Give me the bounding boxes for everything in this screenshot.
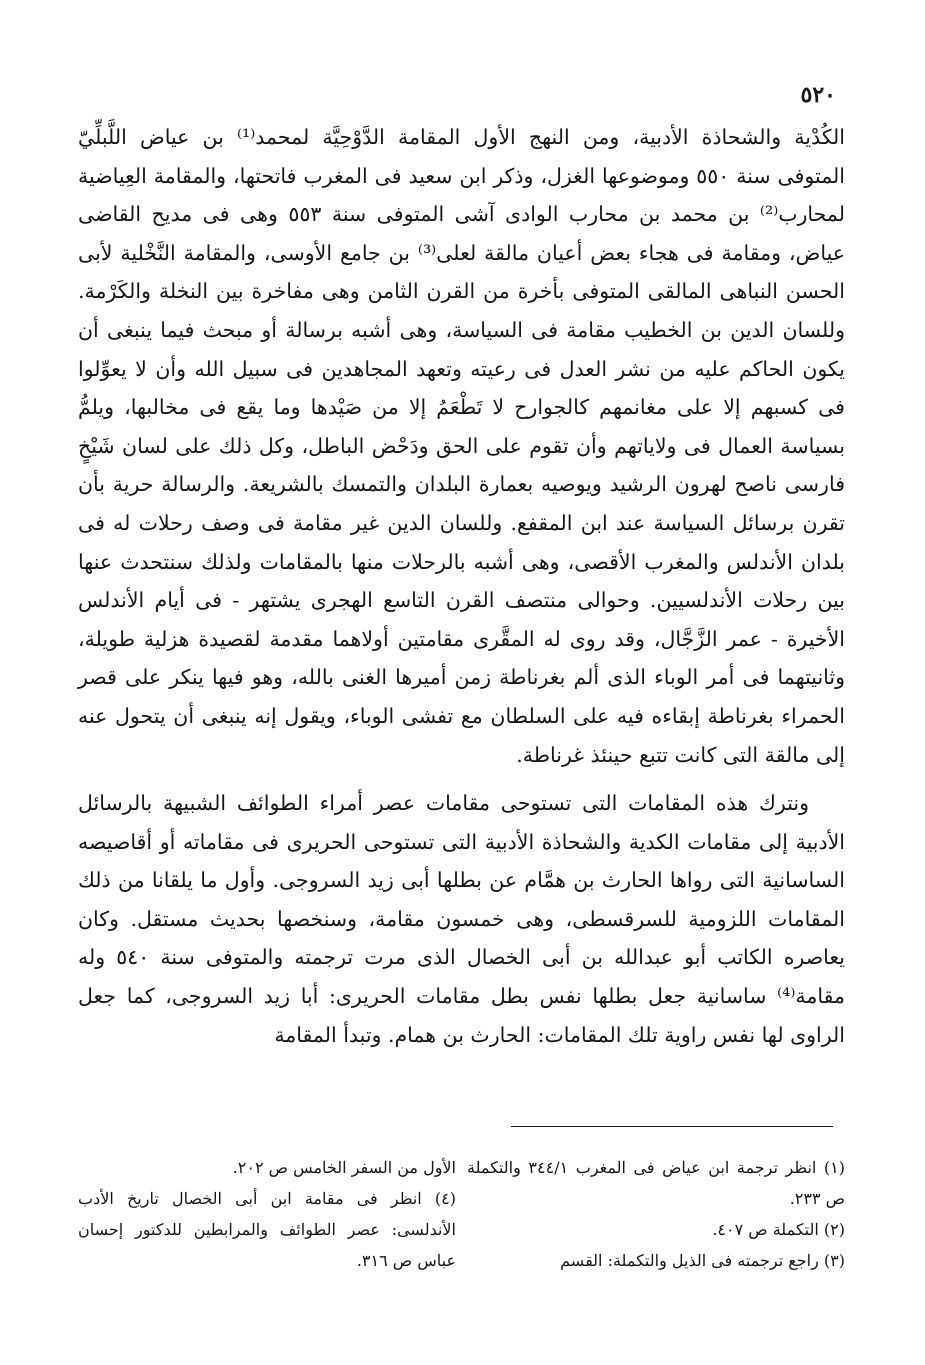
- footnote-separator: [511, 1126, 833, 1127]
- footnotes-left-column: [78, 1152, 456, 1276]
- footnote: (٣) راجع ترجمته فى الذيل والتكملة: القسم: [560, 1251, 845, 1270]
- paragraph: ونترك هذه المقامات التى تستوحى مقامات عصر أمراء الطوائف الشبيهة بالرسائل الأدبية إلى مقامات الكدية والشحاذة الأدبية التى تستوحى الحريرى فى مقاماته أو أقاصيصه الساسانية التى رواها الحارث بن همَّام عن بطلها أبى زيد السروجى. وأول ما يلقانا من ذلك المقامات اللزومية للسرقسطى، وهى خمسون مقامة، وسنخصها بحديث مستقل. وكان يعاصره الكاتب أبو عبدالله بن أبى الخصال الذى مرت ترجمته والمتوفى سنة ٥٤٠ وله مقامة⁽⁴⁾ ساسانية جعل بطلها نفس بطل مقامات الحريرى: أبا زيد السروجى، كما جعل الراوى لها نفس راوية تلك المقامات: الحارث بن همام. وتبدأ المقامة: [78, 791, 845, 1047]
- footnote: (٤) انظر فى مقامة ابن أبى الخصال تاريخ الأدب الأندلسى: عصر الطوائف والمرابطين للدكتور إحسان عباس ص ٣١٦.: [78, 1189, 456, 1270]
- paragraph: الكُدْية والشحاذة الأدبية، ومن النهج الأول المقامة الدَّوْحِيَّة لمحمد⁽¹⁾ بن عياض اللَّبلِّيّ المتوفى سنة ٥٥٠ وموضوعها الغزل، وذكر ابن سعيد فى المغرب فاتحتها، والمقامة العِياضية لمحارب⁽²⁾ بن محمد بن محارب الوادى آشى المتوفى سنة ٥٥٣ وهى فى مديح القاضى عياض، ومقامة فى هجاء بعض أعيان مالقة لعلى⁽³⁾ بن جامع الأوسى، والمقامة النَّخْلية لأبى الحسن النباهى المالقى المتوفى بأخرة من القرن الثامن وهى مفاخرة بين النخلة والكَرْمة. وللسان الدين بن الخطيب مقامة فى السياسة، وهى أشبه برسالة أو مبحث فيما ينبغى أن يكون الحاكم عليه من نشر العدل فى رعيته وتعهد المجاهدين فى سبيل الله وأن لا يعوِّلوا فى كسبهم إلا على مغانمهم كالجوارح لا تَطْعَمُ إلا من صَيْدها وما يقع فى مخالبها، ويلمُّ بسياسة العمال فى ولاياتهم وأن تقوم على الحق ودَحْض الباطل، وكل ذلك على لسان شَيْخٍ فارسى ناصح لهرون الرشيد ويوصيه بعمارة البلدان والتمسك بالشريعة. والرسالة حرية بأن تقرن برسائل السياسة عند ابن المقفع. وللسان الدين غير مقامة فى وصف رحلات له فى بلدان الأندلس والمغرب الأقصى، وهى أشبه بالرحلات منها بالمقامات ولذلك سنتحدث عنها بين رحلات الأندلسيين. وحوالى منتصف القرن التاسع الهجرى يشتهر - فى أيام الأندلس الأخيرة - عمر الزَّجَّال، وقد روى له المقَّرى مقامتين أولاهما مقدمة لقصيدة هزلية طويلة، وثانيتهما فى أمر الوباء الذى ألم بغرناطة زمن أميرها الغنى بالله، وهو فيها ينكر على قصر الحمراء بغرناطة إبقاءه فيه على السلطان مع تفشى الوباء، ويقول إنه ينبغى أن يتحول عنه إلى مالقة التى كانت تتبع حينئذ غرناطة.: [78, 125, 846, 767]
- footnote: (٢) التكملة ص ٤٠٧.: [712, 1220, 845, 1239]
- footnote: (١) انظر ترجمة ابن عياض فى المغرب ٣٤٤/١ والتكملة ص ٢٣٣.: [467, 1158, 846, 1208]
- footnotes-right-column: [467, 1152, 845, 1276]
- footnotes: [78, 1152, 845, 1292]
- body-text: [78, 118, 845, 1054]
- footnote: الأول من السفر الخامس ص ٢٠٢.: [232, 1158, 456, 1177]
- page-number: ٥٢٠: [800, 82, 836, 108]
